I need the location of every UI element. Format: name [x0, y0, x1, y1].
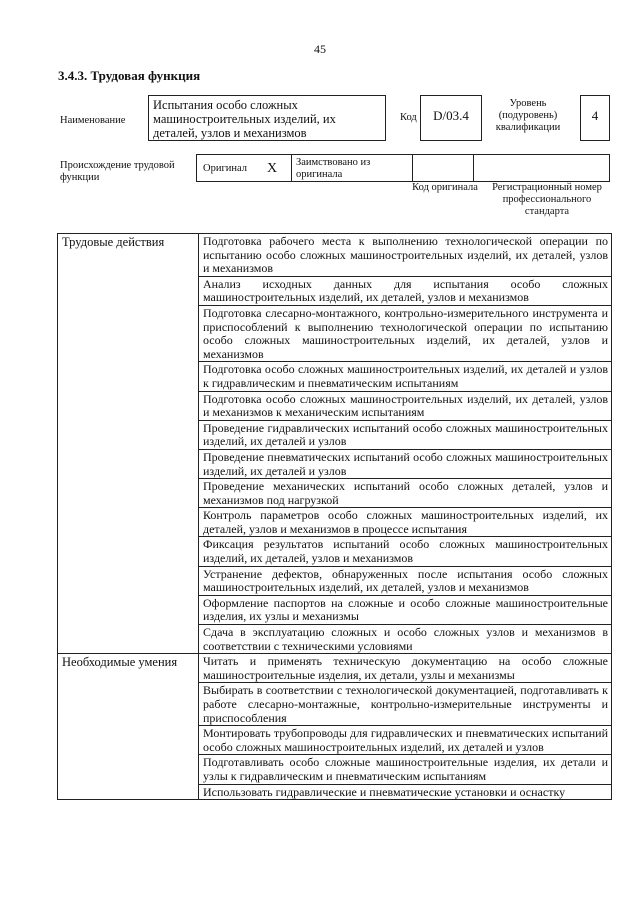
actions-item: Проведение пневматических испытаний особо сложных машиностроительных изделий, их деталей и узлов: [199, 449, 612, 478]
registration-number-caption: Регистрационный номер профессионального стандарта: [492, 182, 602, 217]
category-actions: Трудовые действия: [58, 234, 199, 654]
actions-item: Проведение гидравлических испытаний особо сложных машиностроительных изделий, их деталей и узлов: [199, 420, 612, 449]
section-title: 3.4.3. Трудовая функция: [58, 68, 201, 83]
level-label: Уровень (подуровень) квалификации: [495, 98, 561, 133]
actions-item: Подготовка рабочего места к выполнению технологической операции по испытанию особо сложных машиностроительных изделий, их деталей, узлов и механизмов: [199, 234, 612, 277]
origin-label: Происхождение трудовой функции: [60, 160, 175, 183]
code-label: Код: [400, 112, 417, 123]
original-cell: [196, 154, 292, 182]
original-label: Оригинал: [203, 163, 247, 174]
actions-item: Сдача в эксплуатацию сложных и особо сложных узлов и механизмов в соответствии с техническими условиями: [199, 625, 612, 654]
actions-item: Проведение механических испытаний особо сложных деталей, узлов и механизмов под нагрузкой: [199, 479, 612, 508]
actions-item: Устранение дефектов, обнаруженных после испытания особо сложных машиностроительных изделий, их деталей, узлов и механизмов: [199, 566, 612, 595]
actions-item: Подготовка особо сложных машиностроительных изделий, их деталей, узлов и механизмов к механическим испытаниям: [199, 391, 612, 420]
actions-item: Подготовка особо сложных машиностроительных изделий, их деталей и узлов к гидравлическим и пневматическим испытаниям: [199, 362, 612, 391]
actions-item: Подготовка слесарно-монтажного, контрольно-измерительного инструмента и приспособлений к выполнению технологической операции по испытанию особо сложных машиностроительных изделий, их деталей, узлов и механизмов: [199, 305, 612, 361]
function-name-field: Испытания особо сложных машиностроительных изделий, их деталей, узлов и механизмов: [148, 95, 386, 141]
borrowed-cell: [291, 154, 413, 182]
original-code-caption: Код оригинала: [412, 182, 478, 193]
actions-item: Фиксация результатов испытаний особо сложных машиностроительных изделий, их деталей, узлов и механизмов: [199, 537, 612, 566]
table-row: [58, 654, 612, 683]
level-field: 4: [580, 95, 610, 141]
registration-number-cell: [473, 154, 610, 182]
name-label: Наименование: [60, 115, 126, 126]
original-mark: X: [267, 161, 278, 176]
borrowed-label: Заимствовано из оригинала: [296, 157, 371, 180]
code-field: D/03.4: [420, 95, 482, 141]
skills-item: Читать и применять техническую документацию на особо сложные машиностроительные изделия, их детали, узлы и механизмы: [199, 654, 612, 683]
labor-function-table: [57, 233, 612, 800]
actions-item: Контроль параметров особо сложных машиностроительных изделий, их деталей, узлов и механизмов в процессе испытания: [199, 508, 612, 537]
skills-item: Использовать гидравлические и пневматические установки и оснастку: [199, 784, 612, 800]
skills-item: Монтировать трубопроводы для гидравлических и пневматических испытаний особо сложных машиностроительных изделий, их деталей и узлов: [199, 726, 612, 755]
original-code-cell: [412, 154, 474, 182]
category-skills: Необходимые умения: [58, 654, 199, 800]
skills-item: Выбирать в соответствии с технологической документацией, подготавливать к работе слесарно-монтажные, контрольно-измерительные инструменты и приспособления: [199, 683, 612, 726]
page-number: 45: [314, 42, 326, 56]
table-row: [58, 234, 612, 277]
actions-item: Оформление паспортов на сложные и особо сложные машиностроительные изделия, их узлы и механизмы: [199, 595, 612, 624]
skills-item: Подготавливать особо сложные машиностроительные изделия, их детали и узлы к гидравлическим и пневматическим испытаниям: [199, 755, 612, 784]
actions-item: Анализ исходных данных для испытания особо сложных машиностроительных изделий, их деталей, узлов и механизмов: [199, 276, 612, 305]
